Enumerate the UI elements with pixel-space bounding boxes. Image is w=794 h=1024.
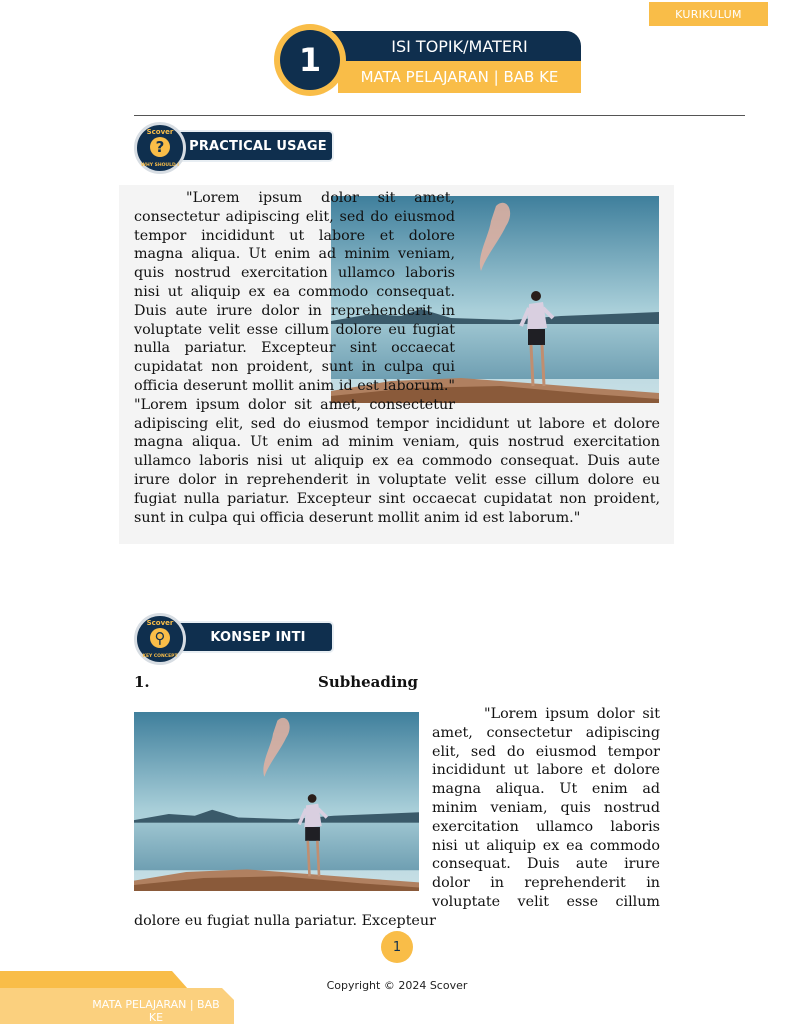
chapter-title: ISI TOPIK/MATERI xyxy=(391,36,528,56)
page-number: 1 xyxy=(381,931,413,963)
practical-usage-label: PRACTICAL USAGE xyxy=(158,132,332,160)
chapter-subject-bar xyxy=(338,61,581,93)
logo-caption-text: KEY CONCEPT xyxy=(142,654,178,659)
konsep-inti-label: KONSEP INTI xyxy=(158,623,332,651)
footer-subject-label: MATA PELAJARAN | BAB KE xyxy=(92,998,220,1024)
logo-caption-text: WHY SHOULD I xyxy=(141,163,179,168)
kurikulum-tag: KURIKULUM xyxy=(649,2,768,26)
chapter-subject: MATA PELAJARAN | BAB KE xyxy=(360,68,559,86)
subheading-number: 1. xyxy=(134,673,150,691)
practical-usage-paragraph xyxy=(134,189,660,527)
photo-wrap-spacer xyxy=(455,189,660,401)
subheading xyxy=(134,673,660,695)
practical-usage-badge xyxy=(134,122,334,176)
photo-wrap-spacer xyxy=(134,705,432,893)
konsep-inti-paragraph xyxy=(134,705,660,929)
question-mark-icon: ? xyxy=(150,137,170,157)
scover-question-logo-icon xyxy=(134,122,186,174)
practical-usage-text: "Lorem ipsum dolor sit amet, consectetur adipiscing elit, sed do eiusmod tempor incididunt ut labore et dolore magna aliqua. Ut enim ad minim veniam, quis nostrud exercitation ullamco laboris nisi ut aliquip ex ea commodo consequat. Duis aute irure dolor in reprehenderit in voluptate velit esse cillum dolore eu fugiat nulla pariatur. Excepteur sint occaecat cupidatat non proident, sunt in culpa qui officia deserunt mollit anim id est laborum." "Lorem ipsum dolor sit amet, consectetur adipiscing elit, sed do eiusmod tempor incididunt ut labore et dolore magna aliqua. Ut enim ad minim veniam, quis nostrud exercitation ullamco laboris nisi ut aliquip ex ea commodo consequat. Duis aute irure dolor in reprehenderit in voluptate velit esse cillum dolore eu fugiat nulla pariatur. Excepteur sint occaecat cupidatat non proident, sunt in culpa qui officia deserunt mollit anim id est laborum." xyxy=(134,190,660,526)
logo-brand-text: Scover xyxy=(146,619,174,627)
key-icon: ⚲ xyxy=(150,628,170,648)
copyright-text: Copyright © 2024 Scover xyxy=(326,979,468,992)
konsep-inti-badge xyxy=(134,613,334,667)
konsep-inti-text: "Lorem ipsum dolor sit amet, consectetur adipiscing elit, sed do eiusmod tempor incididunt ut labore et dolore magna aliqua. Ut enim ad minim veniam, quis nostrud exercitation ullamco laboris nisi ut aliquip ex ea commodo consequat. Duis aute irure dolor in reprehenderit in voluptate velit esse cillum dolore eu fugiat nulla pariatur. Excepteur xyxy=(134,706,660,929)
scover-key-logo-icon xyxy=(134,613,186,665)
chapter-number-badge xyxy=(274,24,346,96)
header-divider xyxy=(134,115,745,116)
chapter-number: 1 xyxy=(280,30,340,90)
subheading-title: Subheading xyxy=(318,673,418,691)
logo-brand-text: Scover xyxy=(146,128,174,136)
